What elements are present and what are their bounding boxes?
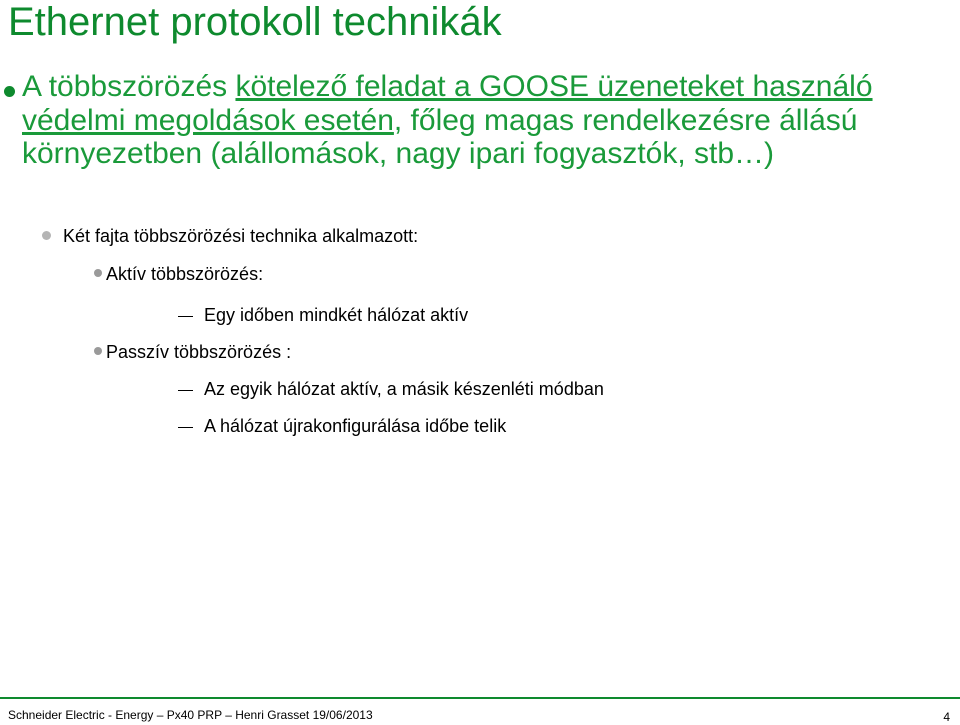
passive-item [178,379,604,400]
footer-text: Schneider Electric - Energy – Px40 PRP – Henri Grasset 19/06/2013 [8,708,373,722]
dash-icon [178,390,193,392]
active-item [178,305,468,326]
bullet-dot-icon [94,347,102,355]
passive-item-text: A hálózat újrakonfigurálása időbe telik [204,416,507,436]
main-bullet-prefix: A többszörözés [22,70,236,103]
passive-item-text: Az egyik hálózat aktív, a másik készenléti módban [204,379,604,399]
main-bullet-suffix: , főleg magas rendelkezésre állású környezetben (alállomások, nagy ipari fogyasztók, stb…) [22,103,858,170]
dash-icon [178,427,193,429]
active-redundancy-bullet [94,264,263,285]
page-number: 4 [943,710,950,724]
passive-redundancy-label: Passzív többszörözés : [106,342,292,362]
active-item-text: Egy időben mindkét hálózat aktív [204,305,469,325]
sub-bullet-text: Két fajta többszörözési technika alkalmazott: [63,226,419,246]
passive-item [178,416,506,437]
main-bullet-text [4,70,944,171]
main-bullet [4,70,944,171]
slide-title: Ethernet protokoll technikák [8,0,502,44]
bullet-dot-icon [94,269,102,277]
footer-divider [0,697,960,699]
bullet-dot-icon [4,86,15,97]
dash-icon [178,316,193,318]
sub-bullet [42,226,418,247]
active-redundancy-label: Aktív többszörözés: [106,264,264,284]
bullet-dot-icon [42,231,51,240]
passive-redundancy-bullet [94,342,291,363]
main-bullet-underlined: kötelező feladat a GOOSE üzeneteket használó védelmi megoldások esetén [22,70,873,137]
